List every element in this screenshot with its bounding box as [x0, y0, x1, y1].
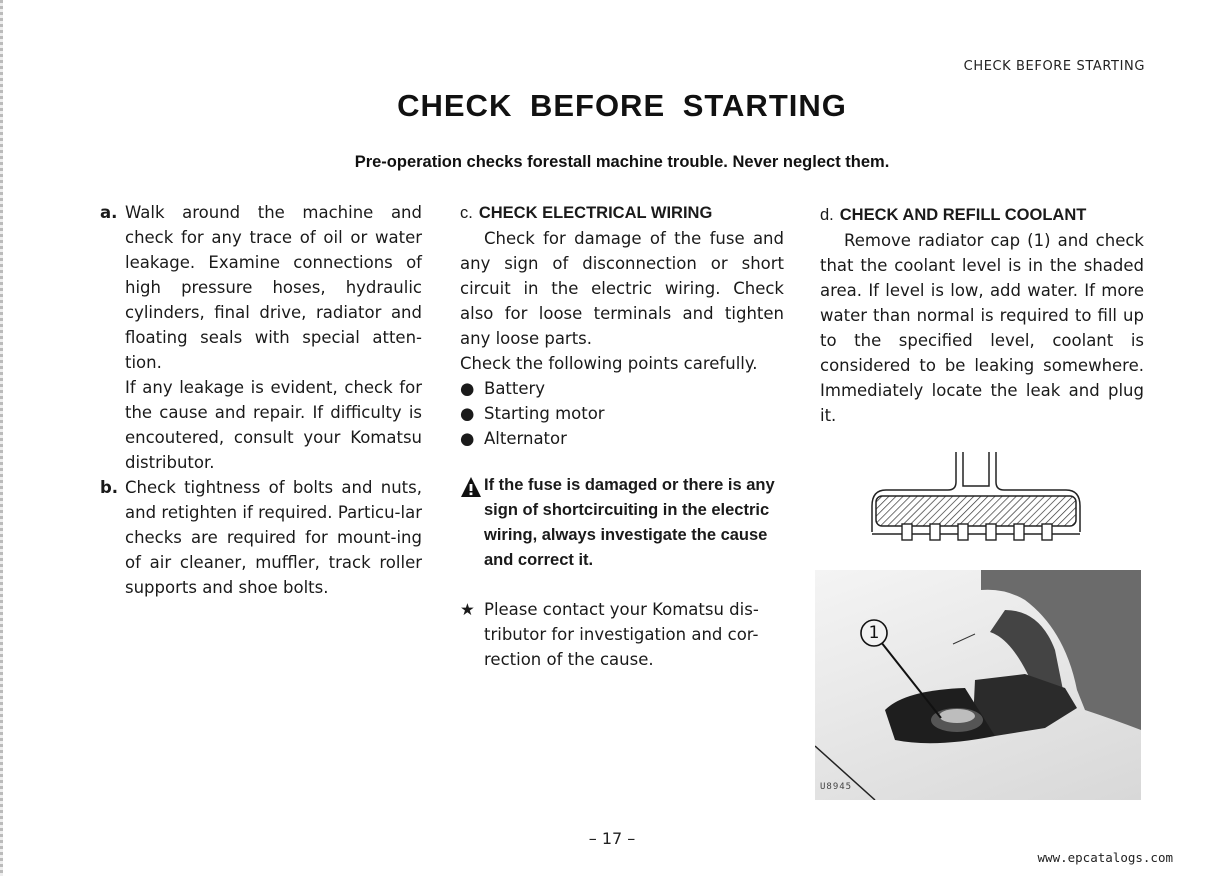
warning-text: If the fuse is damaged or there is any sign of shortcircuiting in the electric wiring, always investigate the cause and correct it. [484, 476, 775, 569]
page-subtitle: Pre-operation checks forestall machine trouble. Never neglect them. [354, 153, 890, 171]
bullet-text: Battery [484, 379, 546, 398]
column-left [100, 200, 422, 600]
page-number: – 17 – [588, 829, 636, 848]
section-c-body: Check for damage of the fuse and any sign of disconnection or short circuit in the electric wiring. Check also for loose terminals and tighten any loose parts. [460, 229, 784, 348]
list-item-b [100, 475, 422, 600]
photo-code: U8945 [820, 782, 853, 792]
scan-edge [0, 0, 3, 876]
bullet-dot-icon: ● [460, 429, 475, 448]
callout-number: 1 [868, 623, 880, 643]
column-right [820, 203, 1144, 428]
item-label-b: b. [100, 478, 119, 497]
page-title: CHECK BEFORE STARTING [397, 88, 847, 123]
note-text: Please contact your Komatsu dis-tributor for investigation and cor-rection of the cause. [484, 600, 759, 669]
running-head: CHECK BEFORE STARTING [963, 59, 1145, 74]
checklist-intro: Check the following points carefully. [460, 354, 758, 373]
section-heading-d [820, 203, 1144, 228]
item-a-paragraph-2: If any leakage is evident, check for the cause and repair. If difficulty is encoutered, consult your Komatsu distributor. [125, 378, 422, 472]
warning-block [460, 473, 784, 573]
bullet-dot-icon: ● [460, 404, 475, 423]
star-icon: ★ [460, 600, 475, 619]
section-d-body: Remove radiator cap (1) and check that the coolant level is in the shaded area. If level is low, add water. If more water than normal is required to fill up to the specified level, coolant is considered to be leaking somewhere. Immediately locate the leak and plug it. [820, 231, 1144, 425]
bullet-item [460, 401, 784, 426]
item-b-paragraph-1: Check tightness of bolts and nuts, and retighten if required. Particu-lar checks are required for mount-ing of air cleaner, muffler, track roller supports and shoe bolts. [125, 478, 422, 597]
section-title-d: CHECK AND REFILL COOLANT [839, 206, 1087, 224]
radiator-level-diagram [866, 448, 1086, 548]
bullet-item [460, 426, 784, 451]
bullet-text: Starting motor [484, 404, 605, 423]
item-label-a: a. [100, 203, 118, 222]
item-a-paragraph-1: Walk around the machine and check for any trace of oil or water leakage. Examine connections of high pressure hoses, hydraulic cylinders, final drive, radiator and floating seals with special atten-tion. [125, 203, 422, 372]
bullet-dot-icon: ● [460, 379, 475, 398]
section-heading-c [460, 201, 784, 226]
section-label-d: d. [820, 206, 834, 224]
section-title-c: CHECK ELECTRICAL WIRING [478, 204, 713, 222]
bullet-item [460, 376, 784, 401]
radiator-cap-photo [815, 570, 1141, 800]
list-item-a [100, 200, 422, 475]
column-middle [460, 201, 784, 672]
source-url: www.epcatalogs.com [1037, 850, 1173, 865]
note-block [460, 597, 784, 672]
warning-triangle-icon [460, 473, 484, 573]
section-label-c: c. [460, 204, 473, 222]
bullet-text: Alternator [484, 429, 567, 448]
